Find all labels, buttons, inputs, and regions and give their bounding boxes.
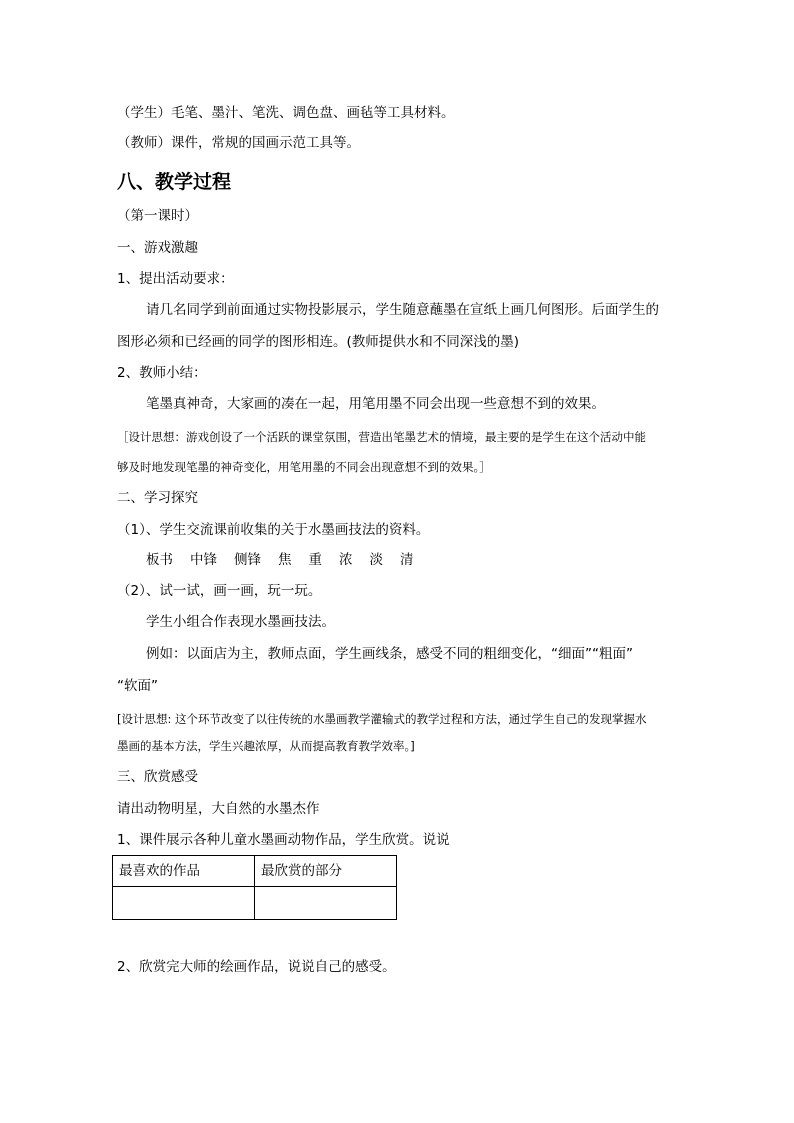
table-cell	[113, 887, 255, 920]
part2-design-line2: 墨画的基本方法，学生兴趣浓厚，从而提高教育教学效率。]	[117, 739, 415, 753]
part2-design-line1: [设计思想: 这个环节改变了以往传统的水墨画教学灌输式的教学过程和方法，通过学生自己的发现掌握水	[117, 712, 647, 726]
section-heading: 八、教学过程	[117, 171, 232, 193]
board-word: 焦	[278, 552, 292, 568]
part2-title: 二、学习探究	[117, 490, 198, 506]
board-word: 中锋	[190, 552, 217, 568]
lesson-label: （第一课时）	[117, 208, 198, 224]
part2-step2: （2）、试一试，画一画，玩一玩。	[117, 583, 322, 599]
part1-step1-title: 1、提出活动要求：	[117, 271, 234, 287]
part1-step2-title: 2、教师小结：	[117, 365, 207, 381]
board-word: 板书	[146, 552, 173, 568]
part1-step1-line2: 图形必须和已经画的同学的图形相连。(教师提供水和不同深浅的墨)	[117, 334, 520, 350]
board-word: 浓	[339, 552, 353, 568]
materials-teacher: （教师）课件，常规的国画示范工具等。	[117, 135, 360, 151]
table-header-row	[113, 856, 397, 887]
part2-example-line2: “软面”	[117, 678, 158, 694]
part1-title: 一、游戏激趣	[117, 240, 198, 256]
board-word: 侧锋	[234, 552, 261, 568]
table-header-cell: 最喜欢的作品	[113, 856, 255, 887]
part1-step1-line1: 请几名同学到前面通过实物投影展示，学生随意蘸墨在宣纸上画几何图形。后面学生的	[146, 302, 659, 318]
part2-step1: （1）、学生交流课前收集的关于水墨画技法的资料。	[117, 522, 430, 538]
appreciation-table	[112, 855, 397, 920]
board-word: 淡	[369, 552, 383, 568]
part3-step1: 1、课件展示各种儿童水墨画动物作品，学生欣赏。说说	[117, 832, 450, 848]
part2-step2-text: 学生小组合作表现水墨画技法。	[146, 614, 335, 630]
table-row	[113, 887, 397, 920]
part1-design-line1: ［设计思想：游戏创设了一个活跃的课堂氛围，营造出笔墨艺术的情境，最主要的是学生在这个活动中能	[117, 430, 646, 444]
materials-student: （学生）毛笔、墨汁、笔洗、调色盘、画毡等工具材料。	[117, 105, 455, 121]
table-header-cell: 最欣赏的部分	[255, 856, 397, 887]
board-word: 清	[400, 552, 414, 568]
part1-design-line2: 够及时地发现笔墨的神奇变化，用笔用墨的不同会出现意想不到的效果。］	[117, 460, 491, 474]
part3-intro: 请出动物明星，大自然的水墨杰作	[117, 801, 320, 817]
part3-step2: 2、欣赏完大师的绘画作品，说说自己的感受。	[117, 959, 396, 975]
part3-title: 三、欣赏感受	[117, 769, 198, 785]
table-cell	[255, 887, 397, 920]
part1-step2-text: 笔墨真神奇，大家画的凑在一起，用笔用墨不同会出现一些意想不到的效果。	[146, 396, 605, 412]
board-words	[146, 551, 414, 569]
board-word: 重	[308, 552, 322, 568]
part2-example-line1: 例如：以面店为主，教师点面，学生画线条，感受不同的粗细变化，“细面”“粗面”	[146, 646, 633, 662]
